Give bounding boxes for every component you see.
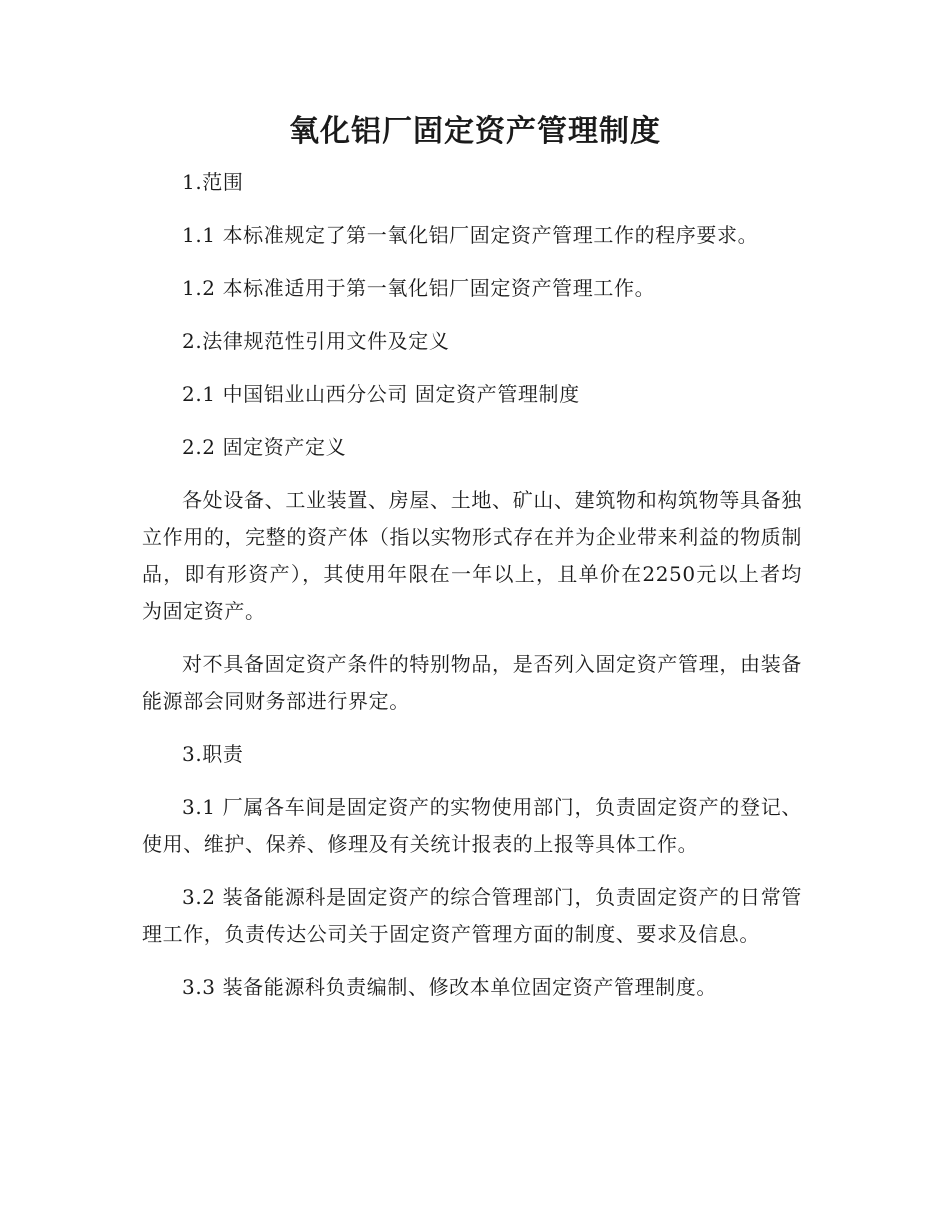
clause-1-1: 1.1 本标准规定了第一氧化铝厂固定资产管理工作的程序要求。 [182,223,759,247]
section-heading-duties: 3.职责 [182,742,244,766]
document-body [142,164,802,1006]
section-heading-scope: 1.范围 [182,170,244,194]
section-heading-references: 2.法律规范性引用文件及定义 [182,329,450,353]
clause-3-2: 3.2 装备能源科是固定资产的综合管理部门，负责固定资产的日常管理工作，负责传达公司关于固定资产管理方面的制度、要求及信息。 [142,885,802,946]
clause-2-2: 2.2 固定资产定义 [182,435,347,459]
document-title: 氧化铝厂固定资产管理制度 [289,114,661,149]
special-items-paragraph: 对不具备固定资产条件的特别物品，是否列入固定资产管理，由装备能源部会同财务部进行界定。 [142,652,802,713]
clause-1-2: 1.2 本标准适用于第一氧化铝厂固定资产管理工作。 [182,276,656,300]
definition-paragraph: 各处设备、工业装置、房屋、土地、矿山、建筑物和构筑物等具备独立作用的，完整的资产体（指以实物形式存在并为企业带来利益的物质制品，即有形资产），其使用年限在一年以上，且单价在2250元以上者均为固定资产。 [142,488,802,623]
clause-2-1: 2.1 中国铝业山西分公司 固定资产管理制度 [182,382,580,406]
clause-3-1: 3.1 厂属各车间是固定资产的实物使用部门，负责固定资产的登记、使用、维护、保养、修理及有关统计报表的上报等具体工作。 [142,795,802,856]
clause-3-3: 3.3 装备能源科负责编制、修改本单位固定资产管理制度。 [182,975,717,999]
